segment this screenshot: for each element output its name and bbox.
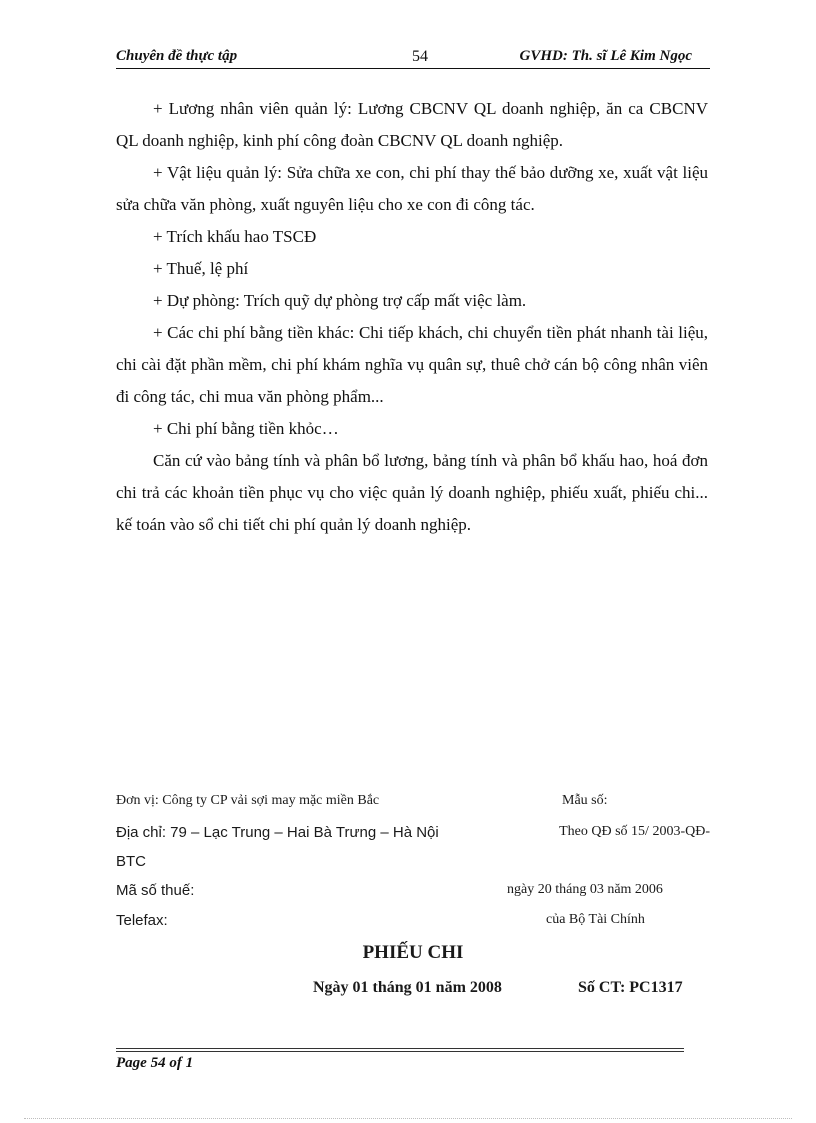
paragraph-management-salary: + Lương nhân viên quản lý: Lương CBCNV QL doanh nghiệp, ăn ca CBCNV QL doanh nghiệp, kinh phí công đoàn CBCNV QL doanh nghiệp. bbox=[116, 99, 708, 150]
footer-divider-top bbox=[116, 1048, 684, 1049]
page-header bbox=[116, 46, 710, 68]
voucher-tax-code: Mã số thuế: bbox=[116, 882, 195, 899]
body-text bbox=[116, 93, 708, 541]
voucher-unit: Đơn vị: Công ty CP vải sợi may mặc miền Bắc bbox=[116, 793, 380, 808]
paragraph-depreciation: + Trích khấu hao TSCĐ bbox=[153, 227, 317, 246]
header-divider bbox=[116, 68, 710, 69]
header-page-number: 54 bbox=[412, 48, 428, 65]
footer-divider-bottom bbox=[116, 1051, 684, 1052]
paragraph-other-cash-expenses: + Các chi phí bằng tiền khác: Chi tiếp khách, chi chuyển tiền phát nhanh tài liệu, chi cài đặt phần mềm, chi phí khám nghĩa vụ quân sự, thuê chở cán bộ công nhân viên đi công tác, chi mua văn phòng phẩm... bbox=[116, 323, 708, 406]
voucher-title: PHIẾU CHI bbox=[362, 942, 464, 963]
page-footer: Page 54 of 1 bbox=[116, 1055, 194, 1071]
voucher-decision-continued: BTC bbox=[116, 853, 146, 870]
header-topic: Chuyên đề thực tập bbox=[116, 48, 238, 64]
paragraph-basis: Căn cứ vào bảng tính và phân bổ lương, bảng tính và phân bổ khấu hao, hoá đơn chi trả các khoản tiền phục vụ cho việc quản lý doanh nghiệp, phiếu xuất, phiếu chi... kế toán vào sổ chi tiết chi phí quản lý doanh nghiệp. bbox=[116, 451, 708, 534]
voucher-form-number: Mẫu số: bbox=[562, 793, 608, 808]
voucher-decision: Theo QĐ số 15/ 2003-QĐ- bbox=[559, 824, 710, 839]
header-supervisor: GVHD: Th. sĩ Lê Kim Ngọc bbox=[519, 48, 692, 64]
paragraph-taxes-fees: + Thuế, lệ phí bbox=[153, 259, 249, 278]
paragraph-provisions: + Dự phòng: Trích quỹ dự phòng trợ cấp mất việc làm. bbox=[153, 291, 527, 310]
paragraph-other-costs: + Chi phí bằng tiền khỏc… bbox=[153, 419, 339, 438]
voucher-telefax: Telefax: bbox=[116, 912, 168, 929]
voucher-address: Địa chỉ: 79 – Lạc Trung – Hai Bà Trưng – Hà Nội bbox=[116, 824, 439, 841]
paragraph-management-materials: + Vật liệu quản lý: Sửa chữa xe con, chi phí thay thế bảo dưỡng xe, xuất vật liệu sửa chữa văn phòng, xuất nguyên liệu cho xe con đi công tác. bbox=[116, 163, 708, 214]
page-bottom-edge bbox=[24, 1118, 792, 1119]
voucher-decision-date: ngày 20 tháng 03 năm 2006 bbox=[507, 882, 663, 897]
voucher-document-number: Số CT: PC1317 bbox=[578, 979, 683, 996]
voucher-ministry: của Bộ Tài Chính bbox=[546, 912, 645, 927]
voucher-date: Ngày 01 tháng 01 năm 2008 bbox=[313, 979, 502, 996]
